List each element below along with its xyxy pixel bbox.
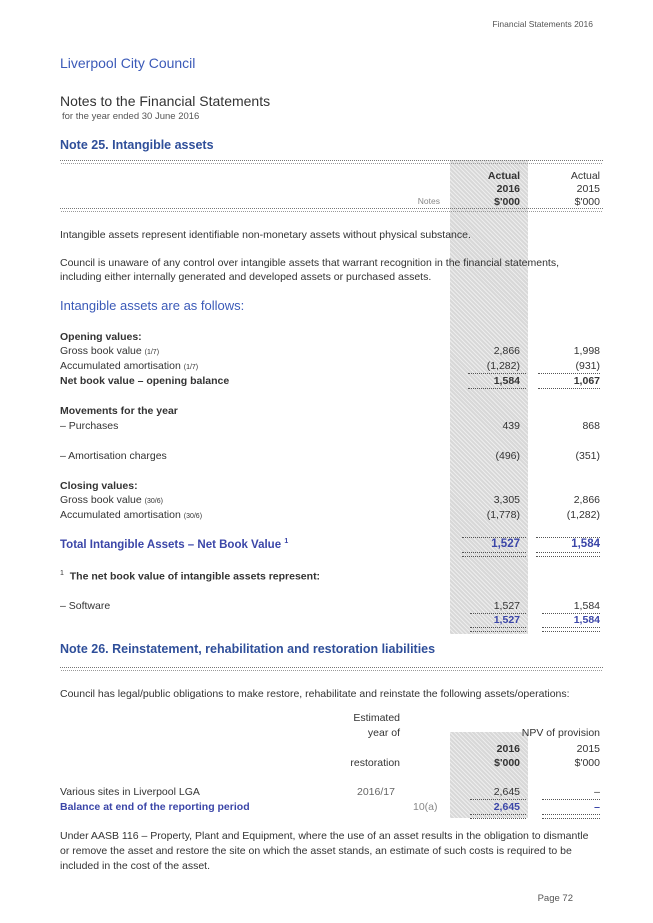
total-double-rule <box>462 552 526 557</box>
software-double-rule <box>470 627 526 632</box>
total-rule <box>538 388 600 389</box>
closing-gross-label: Gross book value (30/6) <box>60 494 163 506</box>
software-sum-2016: 1,527 <box>493 614 520 626</box>
col-year-of: year of <box>367 727 400 739</box>
note26-para-line3: included in the cost of the asset. <box>60 860 211 872</box>
col-restoration: restoration <box>350 757 400 769</box>
page-subtitle: for the year ended 30 June 2016 <box>62 111 200 122</box>
header-divider <box>60 208 603 214</box>
opening-nbv-2016: 1,584 <box>493 375 520 387</box>
col-unit-2015: $'000 <box>574 196 600 208</box>
col-unit-2016: $'000 <box>494 196 520 208</box>
section-title: Intangible assets are as follows: <box>60 298 245 313</box>
council-name: Liverpool City Council <box>60 55 196 71</box>
movements-heading: Movements for the year <box>60 405 178 417</box>
note26-title: Note 26. Reinstatement, rehabilitation and restoration liabilities <box>60 642 436 656</box>
row1-label: Various sites in Liverpool LGA <box>60 786 200 798</box>
opening-gross-2015: 1,998 <box>573 345 600 357</box>
col-2016: 2016 <box>496 743 520 755</box>
software-2016: 1,527 <box>493 600 520 612</box>
row2-label: Balance at end of the reporting period <box>60 801 250 813</box>
col-npv: NPV of provision <box>521 727 600 739</box>
row2-double-rule <box>542 814 600 819</box>
row2-2016: 2,645 <box>493 801 520 813</box>
col-actual-2015: Actual <box>570 170 600 182</box>
section-divider <box>60 160 603 166</box>
amortisation-2016: (496) <box>495 450 520 462</box>
total-nbv-2015: 1,584 <box>571 538 600 550</box>
running-title: Financial Statements 2016 <box>492 19 593 29</box>
closing-amort-2016: (1,778) <box>486 509 520 521</box>
purchases-label: – Purchases <box>60 420 119 432</box>
opening-amort-2015: (931) <box>575 360 600 372</box>
opening-amort-label: Accumulated amortisation (1/7) <box>60 360 199 372</box>
total-double-rule <box>536 552 600 557</box>
page-title: Notes to the Financial Statements <box>60 93 271 109</box>
footnote: $^1$ The net book value of intangible assets represent: <box>60 570 321 583</box>
col-unit-2016: $'000 <box>494 757 520 769</box>
col-unit-2015: $'000 <box>574 757 600 769</box>
note25-para2-line1: Council is unaware of any control over intangible assets that warrant recognition in the financial statements, <box>60 257 560 269</box>
total-rule <box>468 388 526 389</box>
total-nbv-label: Total Intangible Assets – Net Book Value $^1$ <box>60 538 289 551</box>
note25-title: Note 25. Intangible assets <box>60 138 214 152</box>
purchases-2015: 868 <box>582 420 600 432</box>
software-sum-2015: 1,584 <box>573 614 600 626</box>
purchases-2016: 439 <box>502 420 520 432</box>
note26-intro: Council has legal/public obligations to make restore, rehabilitate and reinstate the following assets/operations: <box>60 688 570 700</box>
row1-year: 2016/17 <box>357 786 395 798</box>
closing-gross-2016: 3,305 <box>493 494 520 506</box>
col-year-2016: 2016 <box>496 183 520 195</box>
col-estimated: Estimated <box>353 712 400 724</box>
col-year-2015: 2015 <box>576 183 600 195</box>
opening-amort-2016: (1,282) <box>486 360 520 372</box>
closing-amort-2015: (1,282) <box>566 509 600 521</box>
opening-gross-2016: 2,866 <box>493 345 520 357</box>
row2-double-rule <box>470 814 526 819</box>
row1-rule <box>470 799 526 800</box>
col-notes: Notes <box>417 196 440 206</box>
row1-2015: – <box>594 786 600 798</box>
opening-nbv-label: Net book value – opening balance <box>60 375 230 387</box>
note25-para2-line2: including either internally generated and developed assets or purchased assets. <box>60 271 432 283</box>
row2-note: 10(a) <box>413 801 438 813</box>
page-number: Page 72 <box>537 893 573 904</box>
opening-gross-label: Gross book value (1/7) <box>60 345 160 357</box>
software-label: – Software <box>60 600 111 612</box>
closing-gross-2015: 2,866 <box>573 494 600 506</box>
note25-para1: Intangible assets represent identifiable non-monetary assets without physical substance. <box>60 229 471 241</box>
col-actual-2016: Actual <box>487 170 520 182</box>
subtotal-rule <box>538 373 600 374</box>
row1-2016: 2,645 <box>493 786 520 798</box>
opening-heading: Opening values: <box>60 331 142 343</box>
opening-nbv-2015: 1,067 <box>573 375 600 387</box>
col-2015: 2015 <box>576 743 600 755</box>
software-2015: 1,584 <box>573 600 600 612</box>
row2-2015: – <box>594 801 600 813</box>
note26-para-line1: Under AASB 116 – Property, Plant and Equipment, where the use of an asset results in the obligation to dismantle <box>60 830 589 842</box>
section-divider <box>60 667 603 673</box>
software-double-rule <box>542 627 600 632</box>
total-nbv-2016: 1,527 <box>491 538 520 550</box>
amortisation-label: – Amortisation charges <box>60 450 167 462</box>
closing-amort-label: Accumulated amortisation (30/6) <box>60 509 203 521</box>
row1-rule <box>542 799 600 800</box>
note26-para-line2: or remove the asset and restore the site on which the asset stands, an estimate of such costs is required to be <box>60 845 572 857</box>
closing-heading: Closing values: <box>60 480 138 492</box>
subtotal-rule <box>468 373 526 374</box>
amortisation-2015: (351) <box>575 450 600 462</box>
